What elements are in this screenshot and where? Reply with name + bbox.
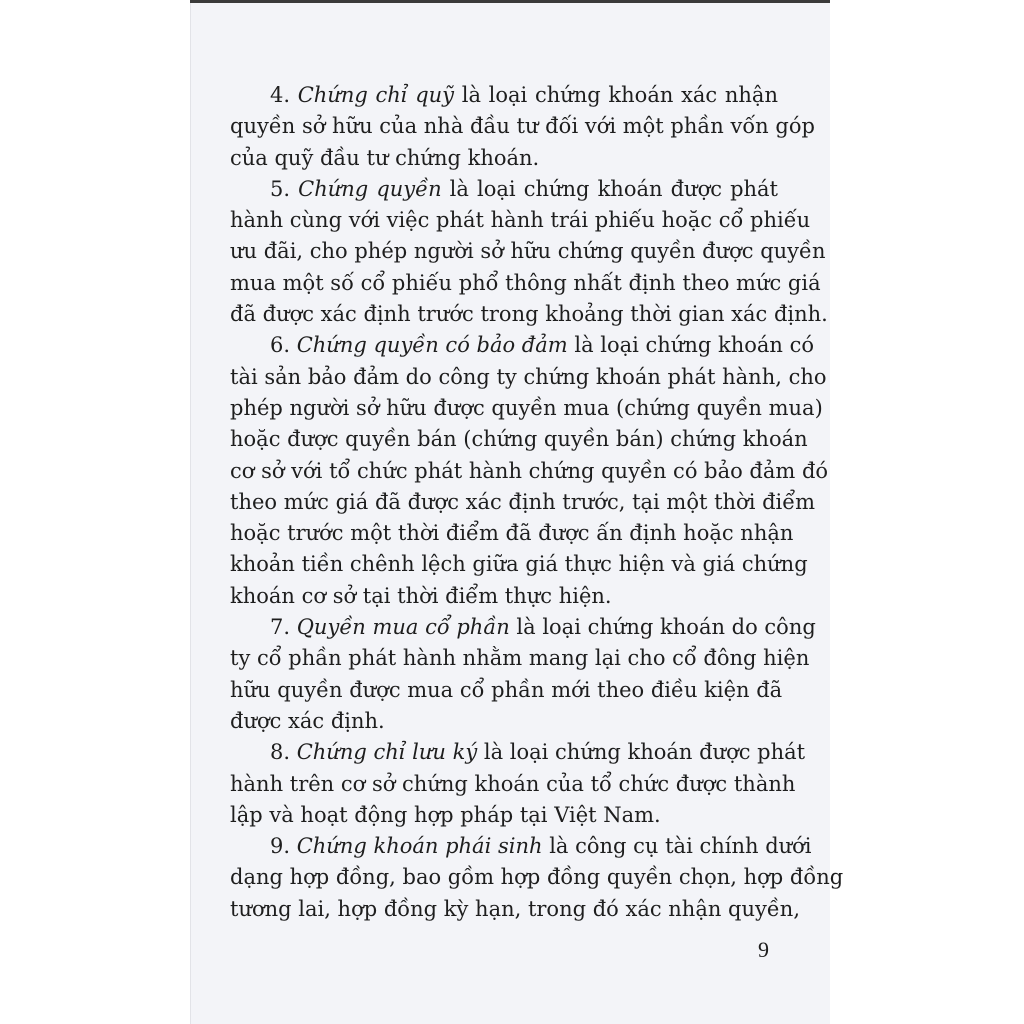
defined-term: Chứng chỉ lưu ký [296, 740, 478, 765]
item-number: 5. [270, 176, 299, 201]
defined-term: Chứng quyền [298, 176, 442, 201]
paragraph-9 [230, 831, 844, 925]
paragraph-line [230, 330, 815, 361]
line-text: là loại chứng khoán được phát [477, 740, 806, 765]
paragraph-line: cơ sở với tổ chức phát hành chứng quyền có bảo đảm đó [230, 458, 829, 483]
paragraph-8 [230, 737, 806, 831]
defined-term: Chứng quyền có bảo đảm [296, 333, 568, 358]
page-top-edge [190, 0, 830, 3]
line-text: là loại chứng khoán có [567, 333, 815, 358]
item-number: 6. [270, 333, 297, 358]
line-text: là loại chứng khoán được phát [441, 176, 778, 201]
paragraph-line: khoản tiền chênh lệch giữa giá thực hiện và giá chứng [230, 552, 808, 577]
item-number: 7. [270, 615, 297, 640]
paragraph-line: khoán cơ sở tại thời điểm thực hiện. [230, 583, 612, 608]
paragraph-line: phép người sở hữu được quyền mua (chứng quyền mua) [230, 395, 823, 420]
paragraph-line [230, 612, 816, 643]
defined-term: Chứng khoán phái sinh [296, 834, 543, 859]
paragraph-line [230, 737, 806, 768]
paragraph-line: hoặc được quyền bán (chứng quyền bán) chứng khoán [230, 427, 808, 452]
item-number: 4. [270, 83, 298, 107]
paragraph-line: quyền sở hữu của nhà đầu tư đối với một phần vốn góp [230, 114, 815, 139]
paragraph-line: của quỹ đầu tư chứng khoán. [230, 145, 540, 170]
paragraph-line [230, 831, 812, 862]
paragraph-line: hữu quyền được mua cổ phần mới theo điều kiện đã [230, 677, 783, 702]
paragraph-line: lập và hoạt động hợp pháp tại Việt Nam. [230, 802, 661, 827]
page-number: 9 [758, 937, 769, 962]
paragraph-line: tương lai, hợp đồng kỳ hạn, trong đó xác nhận quyền, [230, 896, 801, 921]
paragraph-6 [230, 330, 829, 612]
paragraph-line: dạng hợp đồng, bao gồm hợp đồng quyền chọn, hợp đồng [230, 865, 844, 890]
paragraph-line [230, 80, 778, 111]
paragraph-5 [230, 174, 828, 330]
paragraph-line: được xác định. [230, 708, 385, 733]
paragraph-line: ưu đãi, cho phép người sở hữu chứng quyền được quyền [230, 239, 826, 264]
paragraph-line: hành cùng với việc phát hành trái phiếu hoặc cổ phiếu [230, 208, 811, 233]
paragraph-line [230, 174, 778, 205]
line-text: là loại chứng khoán xác nhận [454, 83, 778, 107]
paragraph-line: ty cổ phần phát hành nhằm mang lại cho cổ đông hiện [230, 646, 810, 671]
paragraph-line: mua một số cổ phiếu phổ thông nhất định theo mức giá [230, 270, 821, 295]
item-number: 9. [270, 834, 297, 859]
line-text: là loại chứng khoán do công [509, 615, 816, 640]
defined-term: Chứng chỉ quỹ [297, 83, 455, 107]
paragraph-line: hành trên cơ sở chứng khoán của tổ chức được thành [230, 771, 796, 796]
body-text [230, 80, 844, 925]
defined-term: Quyền mua cổ phần [296, 615, 510, 640]
paragraph-line: đã được xác định trước trong khoảng thời gian xác định. [230, 302, 828, 327]
paragraph-line: theo mức giá đã được xác định trước, tại một thời điểm [230, 489, 816, 514]
paragraph-4 [230, 80, 815, 174]
paragraph-line: tài sản bảo đảm do công ty chứng khoán phát hành, cho [230, 364, 827, 389]
paragraph-line: hoặc trước một thời điểm đã được ấn định hoặc nhận [230, 521, 794, 546]
paragraph-7 [230, 612, 816, 737]
item-number: 8. [270, 740, 297, 765]
line-text: là công cụ tài chính dưới [542, 834, 812, 859]
